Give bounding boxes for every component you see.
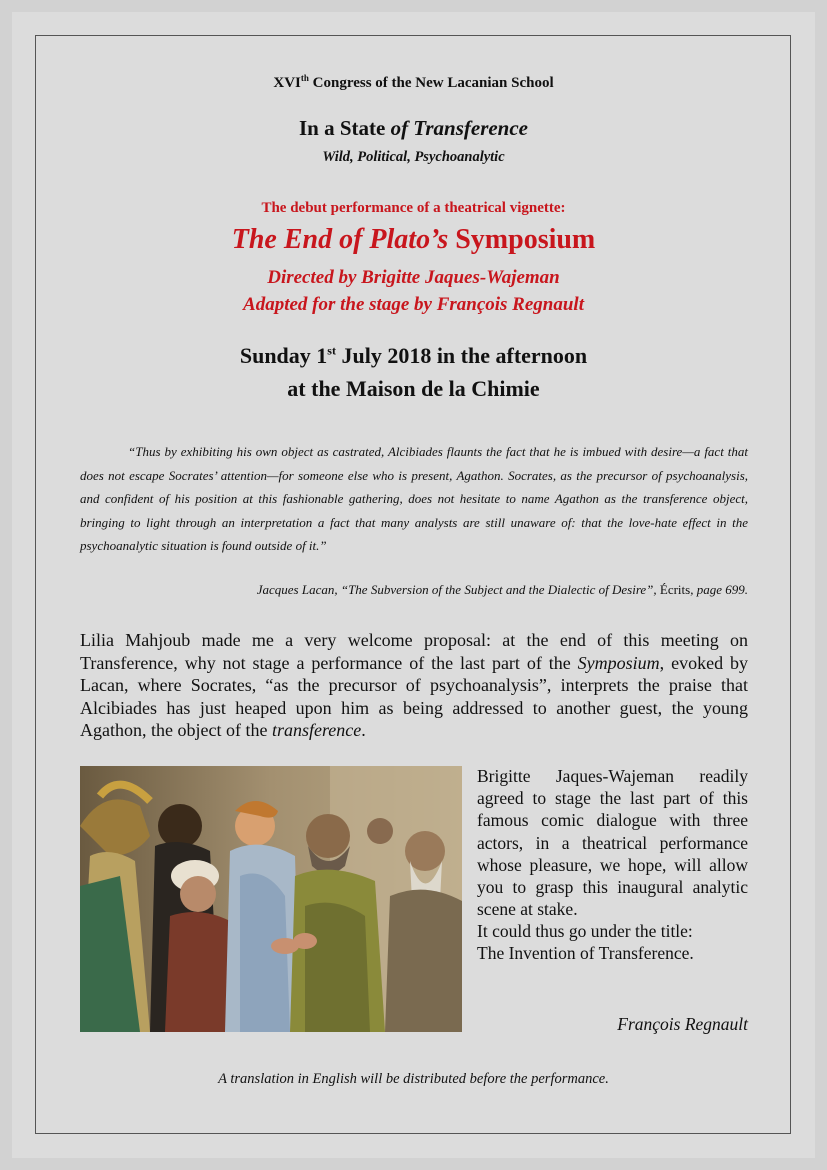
lead-symposium: Symposium — [577, 652, 660, 673]
play-title-italic: The End of Plato’s — [231, 224, 449, 255]
title-intro: It could thus go under the title: — [477, 921, 693, 941]
right-column-paragraph-1 — [477, 765, 748, 920]
lead-text-1: Lilia Mahjoub made me a very welcome proposal: at the end of this meeting on Transference, why not stage a performance of the last part of the — [80, 630, 748, 673]
lead-paragraph — [80, 629, 748, 742]
debut-announcement: The debut performance of a theatrical vignette: — [261, 200, 566, 216]
alt-title: The Invention of Transference. — [477, 943, 694, 964]
renaissance-fresco-image — [80, 766, 462, 1032]
director-credit: Directed by Brigitte Jaques-Wajeman — [267, 267, 560, 288]
lead-text-2: , evoked by Lacan, where Socrates, “as the precursor of psychoanalysis”, interprets the praise that Alcibiades has just heaped upon him as being addressed to another guest, the young Agathon, the object of the — [80, 652, 748, 740]
date-rest: July 2018 in the afternoon — [335, 343, 588, 368]
flyer-page — [12, 12, 815, 1158]
quote-citation — [80, 582, 748, 598]
translation-note: A translation in English will be distributed before the performance. — [218, 1071, 609, 1087]
play-title — [12, 224, 815, 256]
citation-text: Jacques Lacan, “The Subversion of the Subject and the Dialectic of Desire”, — [256, 582, 660, 597]
title-plain: In a State — [298, 116, 391, 140]
congress-name: Congress of the New Lacanian School — [308, 75, 554, 91]
author-signature: François Regnault — [617, 1014, 748, 1034]
play-title-plain: Symposium — [448, 224, 596, 255]
congress-suffix: th — [300, 73, 309, 83]
date-suffix: st — [327, 343, 336, 358]
congress-numeral: XVI — [273, 75, 301, 91]
title-italic: of Transference — [390, 116, 529, 140]
event-date — [12, 343, 815, 369]
lacan-quote: “Thus by exhibiting his own object as castrated, Alcibiades flaunts the fact that he is imbued with desire—a fact that does not escape Socrates’ attention—for someone else who is present, Agathon. Socrates, as the precursor of psychoanalysis, and confident of his position at this fashionable gathering, does not hesitate to name Agathon as the transference object, bringing to light through an interpretation a fact that many analysts are still unaware of: that the love-hate effect in the psychoanalytic situation is found outside of it.” — [80, 444, 748, 554]
congress-title — [12, 116, 815, 141]
congress-heading — [12, 73, 815, 92]
event-venue: at the Maison de la Chimie — [287, 376, 540, 401]
agreement-text: Brigitte Jaques-Wajeman readily agreed to stage the last part of this famous comic dialogue with three actors, in a theatrical performance whose pleasure, we hope, will allow you to grasp this inaugural analytic scene at stake. — [477, 766, 748, 920]
lead-transference: transference — [271, 720, 362, 740]
citation-ecrits: Écrits — [659, 582, 691, 597]
lead-text-3: . — [361, 720, 366, 740]
right-column-paragraph-2 — [477, 920, 748, 964]
citation-page: , page 699. — [690, 582, 748, 597]
adaptation-credit: Adapted for the stage by François Regnault — [243, 294, 584, 315]
congress-subtitle: Wild, Political, Psychoanalytic — [322, 149, 505, 165]
date-day: Sunday 1 — [239, 343, 328, 368]
